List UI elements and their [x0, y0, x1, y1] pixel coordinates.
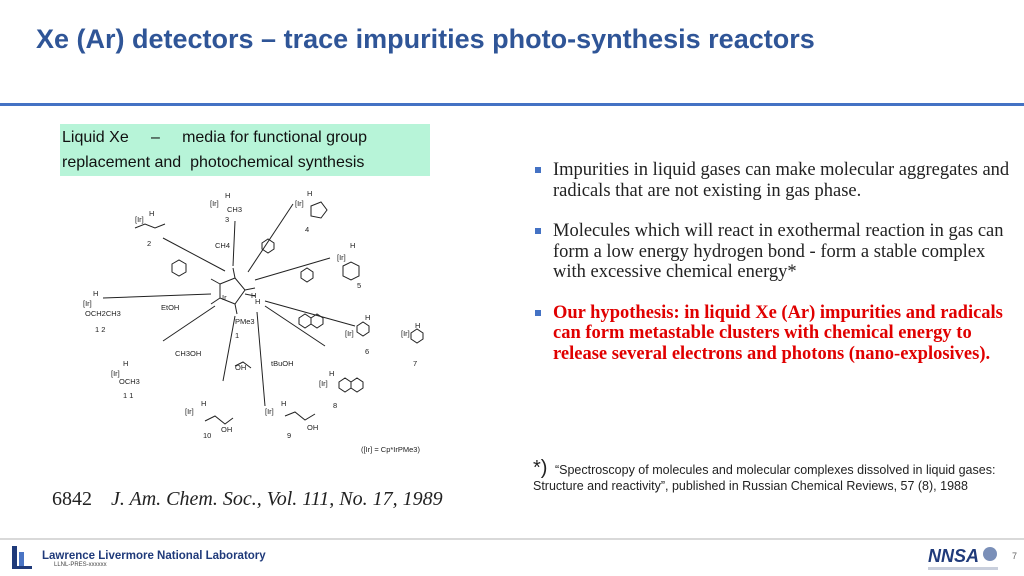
title-divider: [0, 103, 1024, 106]
svg-text:H: H: [307, 189, 313, 198]
svg-text:H: H: [255, 297, 261, 306]
svg-text:H: H: [225, 191, 231, 200]
presentation-code: LLNL-PRES-xxxxxx: [54, 562, 107, 568]
svg-text:[Ir]: [Ir]: [401, 329, 410, 338]
square-bullet-icon: [535, 228, 541, 234]
svg-text:H: H: [93, 289, 99, 298]
svg-text:H: H: [149, 209, 155, 218]
svg-text:6: 6: [365, 347, 370, 356]
footnote-marker: *): [533, 457, 548, 479]
svg-text:CH3OH: CH3OH: [175, 349, 202, 358]
svg-text:OCH3: OCH3: [119, 377, 140, 386]
svg-text:H: H: [251, 291, 257, 300]
svg-text:OH: OH: [221, 425, 233, 434]
reaction-scheme-figure: [75, 176, 435, 466]
svg-text:[Ir]: [Ir]: [111, 369, 120, 378]
svg-text:[Ir]: [Ir]: [185, 407, 194, 416]
hypothesis-bullet: [535, 303, 1015, 365]
square-bullet-icon: [535, 310, 541, 316]
slide-title: Xe (Ar) detectors – trace impurities photo-synthesis reactors: [36, 24, 815, 54]
svg-text:8: 8: [333, 401, 338, 410]
citation-page: 6842: [52, 488, 92, 510]
svg-text:PMe3: PMe3: [235, 317, 255, 326]
square-bullet-icon: [535, 167, 541, 173]
highlight-line-1: Liquid Xe – media for functional group: [62, 129, 368, 146]
svg-text:[Ir]: [Ir]: [83, 299, 92, 308]
page-number: 7: [1012, 551, 1018, 561]
svg-text:H: H: [415, 321, 421, 330]
lab-name: Lawrence Livermore National Laboratory: [42, 550, 266, 562]
svg-text:[Ir]: [Ir]: [265, 407, 274, 416]
svg-text:[Ir]: [Ir]: [319, 379, 328, 388]
svg-text:OCH2CH3: OCH2CH3: [85, 309, 121, 318]
bullet-list: [535, 160, 1015, 384]
svg-text:4: 4: [305, 225, 310, 234]
svg-text:CH4: CH4: [215, 241, 231, 250]
footnote-text: “Spectroscopy of molecules and molecular complexes dissolved in liquid gases: Structure and reactivity”, published in Russian Chemical Reviews, 57 (8), 1988: [533, 463, 996, 493]
svg-text:[Ir]: [Ir]: [345, 329, 354, 338]
svg-text:([Ir] = Cp*IrPMe3): ([Ir] = Cp*IrPMe3): [361, 445, 420, 454]
nnsa-logo-icon: [926, 545, 1000, 573]
footnote: [533, 457, 1003, 494]
bullet-item: [535, 221, 1015, 283]
svg-text:10: 10: [203, 431, 212, 440]
svg-text:[Ir]: [Ir]: [337, 253, 346, 262]
svg-text:H: H: [329, 369, 335, 378]
svg-text:EtOH: EtOH: [161, 303, 180, 312]
svg-text:7: 7: [413, 359, 418, 368]
bullet-text: Our hypothesis: in liquid Xe (Ar) impurities and radicals can form metastable clusters with chemical energy to release several electrons and photons (nano-explosives).: [553, 302, 1003, 364]
svg-text:3: 3: [225, 215, 230, 224]
svg-text:[Ir]: [Ir]: [210, 199, 219, 208]
llnl-logo-icon: [12, 544, 34, 570]
highlight-line-2: replacement and photochemical synthesis: [62, 154, 365, 171]
svg-text:H: H: [350, 241, 356, 250]
svg-text:[Ir]: [Ir]: [295, 199, 304, 208]
svg-text:9: 9: [287, 431, 292, 440]
journal-citation: [52, 488, 443, 511]
svg-text:H: H: [365, 313, 371, 322]
svg-text:H: H: [201, 399, 207, 408]
svg-text:tBuOH: tBuOH: [271, 359, 294, 368]
footer-divider: [0, 538, 1024, 540]
svg-text:H: H: [281, 399, 287, 408]
svg-text:2: 2: [147, 239, 152, 248]
highlight-caption: [60, 124, 430, 176]
svg-text:H: H: [123, 359, 129, 368]
bullet-item: [535, 160, 1015, 201]
svg-text:1 2: 1 2: [95, 325, 106, 334]
svg-text:1 1: 1 1: [123, 391, 134, 400]
svg-text:OH: OH: [307, 423, 319, 432]
svg-text:Ir: Ir: [222, 293, 227, 302]
svg-text:OH: OH: [235, 363, 247, 372]
citation-journal: J. Am. Chem. Soc., Vol. 111, No. 17, 1989: [111, 488, 443, 510]
svg-text:CH3: CH3: [227, 205, 243, 214]
bullet-text: Impurities in liquid gases can make molecular aggregates and radicals that are not existing in gas phase.: [553, 160, 1010, 201]
svg-text:NNSA: NNSA: [928, 546, 980, 566]
svg-text:5: 5: [357, 281, 362, 290]
bullet-text: Molecules which will react in exothermal reaction in gas can form a low energy hydrogen bond - form a stable complex with excessive chemical energy*: [553, 221, 1004, 282]
svg-text:1: 1: [235, 331, 240, 340]
svg-text:[Ir]: [Ir]: [135, 215, 144, 224]
